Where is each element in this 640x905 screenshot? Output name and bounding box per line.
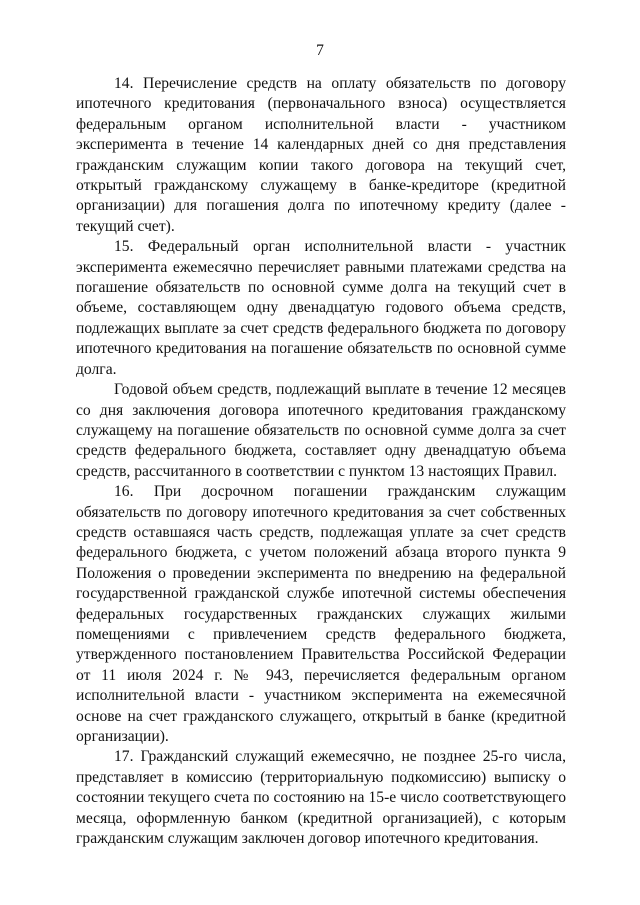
paragraph-17: 17. Гражданский служащий ежемесячно, не позднее 25-го числа, представляет в комиссию (территориальную подкомиссию) выписку о состоянии текущего счета по состоянию на 15-е число соответствующего месяца, оформленную банком (кредитной организацией), с которым гражданским служащим заключен договор ипотечного кредитования. xyxy=(76,748,566,848)
document-body xyxy=(76,74,566,849)
paragraph-16: 16. При досрочном погашении гражданским служащим обязательств по договору ипотечного кредитования за счет собственных средств оставшаяся часть средств, подлежащая уплате за счет средств федерального бюджета, с учетом положений абзаца второго пункта 9 Положения о проведении эксперимента по внедрению на федеральной государственной гражданской службе ипотечной системы обеспечения федеральных государственных гражданских служащих жилыми помещениями с привлечением средств федерального бюджета, утвержденного постановлением Правительства Российской Федерации от 11 июля 2024 г. № 943, перечисляется федеральным органом исполнительной власти - участником эксперимента на ежемесячной основе на счет гражданского служащего, открытый в банке (кредитной организации). xyxy=(76,483,566,745)
paragraph-14: 14. Перечисление средств на оплату обязательств по договору ипотечного кредитования (первоначального взноса) осуществляется федеральным органом исполнительной власти - участником эксперимента в течение 14 календарных дней со дня представления гражданским служащим копии такого договора на текущий счет, открытый гражданскому служащему в банке-кредиторе (кредитной организации) для погашения долга по ипотечному кредиту (далее - текущий счет). xyxy=(76,75,566,235)
paragraph-15: 15. Федеральный орган исполнительной власти - участник эксперимента ежемесячно перечисляет равными платежами средства на погашение обязательств по основной сумме долга на текущий счет в объеме, составляющем одну двенадцатую годового объема средств, подлежащих выплате за счет средств федерального бюджета по договору ипотечного кредитования на погашение обязательств по основной сумме долга. xyxy=(76,238,566,378)
page-number: 7 xyxy=(316,42,324,59)
paragraph-15-annual-volume: Годовой объем средств, подлежащий выплате в течение 12 месяцев со дня заключения договора ипотечного кредитования гражданскому служащему на погашение обязательств по основной сумме долга за счет средств федерального бюджета, составляет одну двенадцатую объема средств, рассчитанного в соответствии с пунктом 13 настоящих Правил. xyxy=(76,381,566,480)
